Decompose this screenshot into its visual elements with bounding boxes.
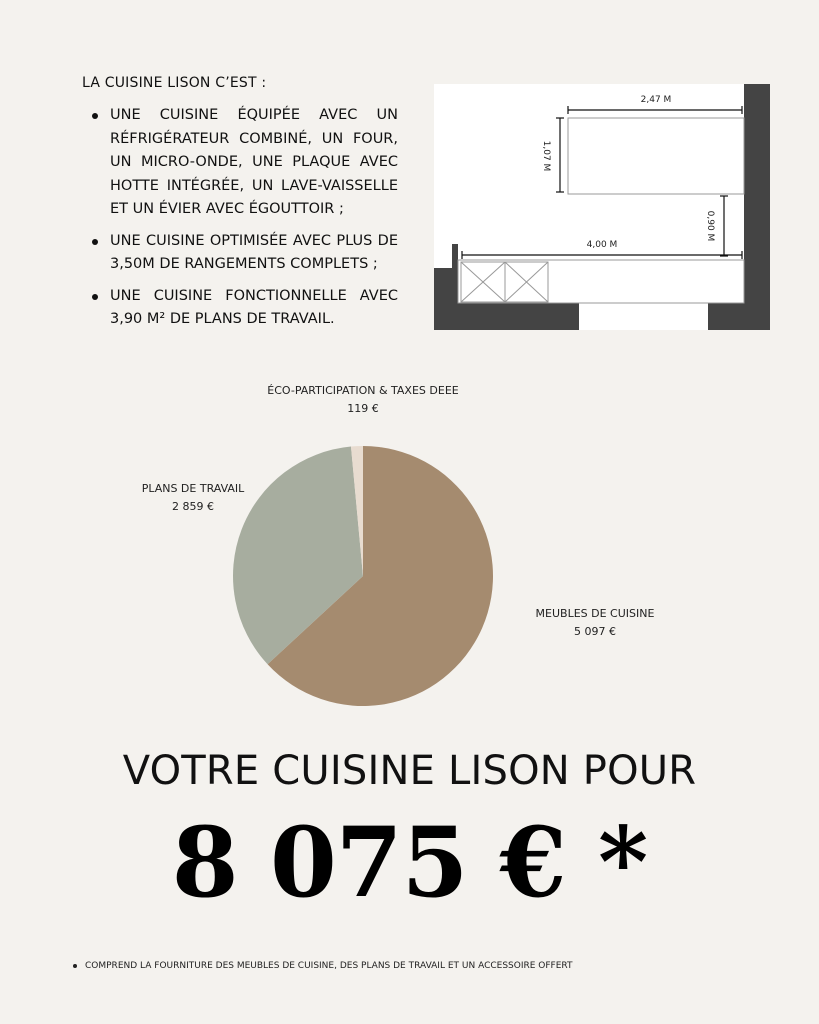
plan-bottom-counter xyxy=(458,260,744,303)
plan-dim-gap: 0,90 M xyxy=(705,210,715,242)
kitchen-floor-plan xyxy=(434,84,770,330)
label-meubles-de-cuisine xyxy=(525,605,665,641)
label-eco-participation-value: 119 € xyxy=(347,402,379,415)
feature-item-worktops: UNE CUISINE FONCTIONNELLE AVEC 3,90 M² DE PLANS DE TRAVAIL. xyxy=(92,285,398,332)
price: 8 075 € * xyxy=(171,806,648,919)
cost-pie-chart xyxy=(0,370,819,730)
floor-plan-drawing xyxy=(434,84,770,330)
footnote-text: COMPREND LA FOURNITURE DES MEUBLES DE CUISINE, DES PLANS DE TRAVAIL ET UN ACCESSOIRE OFFERT xyxy=(85,961,573,971)
footnote-bullet xyxy=(73,964,77,968)
plan-wall-bottom-right xyxy=(708,303,770,330)
plan-dim-top-width: 2,47 M xyxy=(640,95,672,105)
plan-wall-stub xyxy=(452,244,458,304)
feature-item-equipment: UNE CUISINE ÉQUIPÉE AVEC UN RÉFRIGÉRATEUR COMBINÉ, UN FOUR, UN MICRO-ONDE, UNE PLAQUE AVEC HOTTE INTÉGRÉE, UN LAVE-VAISSELLE ET UN ÉVIER AVEC ÉGOUTTOIR ; xyxy=(92,104,398,222)
intro-title: LA CUISINE LISON C’EST : xyxy=(82,75,267,91)
plan-wall-right xyxy=(744,84,770,330)
feature-list xyxy=(92,104,398,340)
label-plans-de-travail-name: PLANS DE TRAVAIL xyxy=(141,482,245,495)
plan-wall-bottom-left xyxy=(434,303,579,330)
label-meubles-de-cuisine-name: MEUBLES DE CUISINE xyxy=(535,607,655,620)
plan-dim-top-depth: 1,07 M xyxy=(541,140,551,172)
label-eco-participation-name: ÉCO-PARTICIPATION & TAXES DEEE xyxy=(267,384,459,397)
label-eco-participation xyxy=(258,382,468,418)
headline: VOTRE CUISINE LISON POUR xyxy=(122,748,697,794)
label-meubles-de-cuisine-value: 5 097 € xyxy=(574,625,616,638)
plan-top-counter xyxy=(568,118,744,194)
pie-svg xyxy=(0,370,819,730)
feature-item-storage: UNE CUISINE OPTIMISÉE AVEC PLUS DE 3,50M DE RANGEMENTS COMPLETS ; xyxy=(92,230,398,277)
plan-dim-bottom-width: 4,00 M xyxy=(586,240,618,250)
footnote xyxy=(73,961,573,971)
label-plans-de-travail xyxy=(128,480,258,516)
label-plans-de-travail-value: 2 859 € xyxy=(172,500,214,513)
